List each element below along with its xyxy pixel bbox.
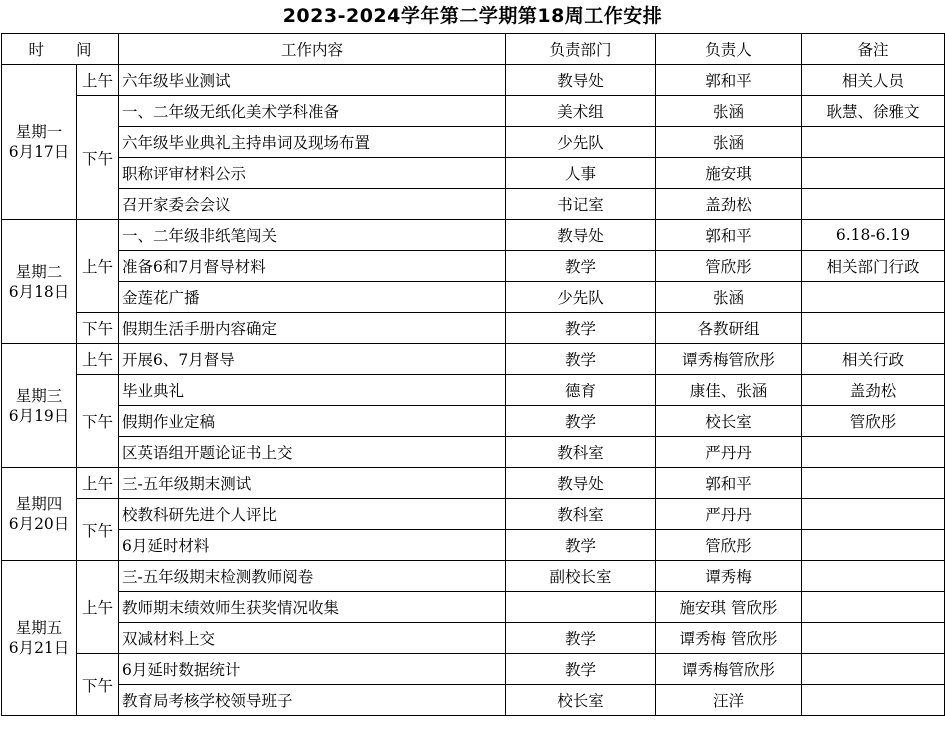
table-row <box>2 313 945 344</box>
content-cell: 校教科研先进个人评比 <box>119 499 506 530</box>
table-row <box>2 561 945 592</box>
content-cell: 区英语组开题论证书上交 <box>119 437 506 468</box>
day-cell <box>2 468 77 561</box>
period-cell: 下午 <box>77 375 119 468</box>
table-row <box>2 96 945 127</box>
weekday-label: 星期二 <box>15 262 63 281</box>
note-cell <box>802 654 945 685</box>
day-cell <box>2 65 77 220</box>
note-cell: 相关行政 <box>802 344 945 375</box>
content-cell: 教育局考核学校领导班子 <box>119 685 506 716</box>
note-cell <box>802 313 945 344</box>
dept-cell: 教学 <box>506 654 656 685</box>
header-dept: 负责部门 <box>506 34 656 65</box>
dept-cell: 少先队 <box>506 282 656 313</box>
dept-cell: 副校长室 <box>506 561 656 592</box>
dept-cell: 人事 <box>506 158 656 189</box>
content-cell: 金莲花广播 <box>119 282 506 313</box>
table-row <box>2 375 945 406</box>
header-person: 负责人 <box>656 34 802 65</box>
period-cell: 上午 <box>77 65 119 96</box>
content-cell: 开展6、7月督导 <box>119 344 506 375</box>
period-cell: 下午 <box>77 654 119 716</box>
person-cell: 康佳、张涵 <box>656 375 802 406</box>
note-cell <box>802 561 945 592</box>
person-cell: 郭和平 <box>656 65 802 96</box>
person-cell: 校长室 <box>656 406 802 437</box>
content-cell: 6月延时数据统计 <box>119 654 506 685</box>
person-cell: 郭和平 <box>656 468 802 499</box>
person-cell: 严丹丹 <box>656 437 802 468</box>
date-label: 6月19日 <box>8 406 70 425</box>
date-label: 6月21日 <box>8 639 70 657</box>
table-row <box>2 282 945 313</box>
header-time <box>2 34 119 65</box>
dept-cell: 教科室 <box>506 499 656 530</box>
table-row <box>2 437 945 468</box>
dept-cell: 德育 <box>506 375 656 406</box>
table-row <box>2 592 945 623</box>
note-cell: 6.18-6.19 <box>802 220 945 251</box>
table-row <box>2 654 945 685</box>
dept-cell: 教学 <box>506 344 656 375</box>
note-cell <box>802 685 945 716</box>
person-cell: 各教研组 <box>656 313 802 344</box>
table-row <box>2 468 945 499</box>
period-cell: 上午 <box>77 561 119 654</box>
content-cell: 6月延时材料 <box>119 530 506 561</box>
dept-cell: 教学 <box>506 406 656 437</box>
person-cell: 谭秀梅 管欣彤 <box>656 623 802 654</box>
person-cell: 施安琪 管欣彤 <box>656 592 802 623</box>
period-cell: 下午 <box>77 313 119 344</box>
table-row <box>2 406 945 437</box>
weekday-label: 星期五 <box>15 619 63 637</box>
date-label: 6月17日 <box>8 143 70 161</box>
person-cell: 管欣彤 <box>656 530 802 561</box>
dept-cell: 美术组 <box>506 96 656 127</box>
day-cell <box>2 220 77 344</box>
content-cell: 准备6和7月督导材料 <box>119 251 506 282</box>
date-label: 6月20日 <box>8 515 70 533</box>
header-time-a: 时 <box>28 41 44 59</box>
weekday-label: 星期一 <box>15 123 63 141</box>
period-cell: 上午 <box>77 220 119 313</box>
person-cell: 管欣彤 <box>656 251 802 282</box>
table-row <box>2 344 945 375</box>
weekday-label: 星期四 <box>15 495 63 513</box>
table-row <box>2 158 945 189</box>
person-cell: 张涵 <box>656 127 802 158</box>
table-row <box>2 220 945 251</box>
content-cell: 假期作业定稿 <box>119 406 506 437</box>
person-cell: 施安琪 <box>656 158 802 189</box>
dept-cell: 教导处 <box>506 65 656 96</box>
dept-cell: 教学 <box>506 313 656 344</box>
content-cell: 三-五年级期末检测教师阅卷 <box>119 561 506 592</box>
day-cell <box>2 561 77 716</box>
table-row <box>2 251 945 282</box>
page-title: 2023-2024学年第二学期第18周工作安排 <box>282 5 663 27</box>
dept-cell: 教导处 <box>506 468 656 499</box>
header-note: 备注 <box>802 34 945 65</box>
note-cell <box>802 468 945 499</box>
header-content: 工作内容 <box>119 34 506 65</box>
dept-cell: 教学 <box>506 251 656 282</box>
note-cell: 盖劲松 <box>802 375 945 406</box>
table-row <box>2 530 945 561</box>
note-cell <box>802 437 945 468</box>
person-cell: 盖劲松 <box>656 189 802 220</box>
person-cell: 张涵 <box>656 282 802 313</box>
content-cell: 一、二年级非纸笔闯关 <box>119 220 506 251</box>
content-cell: 一、二年级无纸化美术学科准备 <box>119 96 506 127</box>
table-row <box>2 189 945 220</box>
note-cell <box>802 623 945 654</box>
dept-cell: 校长室 <box>506 685 656 716</box>
schedule-table <box>1 33 945 716</box>
note-cell: 管欣彤 <box>802 406 945 437</box>
dept-cell: 教导处 <box>506 220 656 251</box>
dept-cell: 教学 <box>506 530 656 561</box>
table-row <box>2 127 945 158</box>
period-cell: 上午 <box>77 344 119 375</box>
content-cell: 六年级毕业典礼主持串词及现场布置 <box>119 127 506 158</box>
person-cell: 汪洋 <box>656 685 802 716</box>
content-cell: 毕业典礼 <box>119 375 506 406</box>
dept-cell <box>506 592 656 623</box>
header-time-b: 间 <box>76 41 92 59</box>
note-cell: 相关部门行政 <box>802 251 945 282</box>
content-cell: 六年级毕业测试 <box>119 65 506 96</box>
content-cell: 教师期末绩效师生获奖情况收集 <box>119 592 506 623</box>
period-cell: 下午 <box>77 499 119 561</box>
table-row <box>2 623 945 654</box>
table-row <box>2 685 945 716</box>
dept-cell: 教学 <box>506 623 656 654</box>
person-cell: 严丹丹 <box>656 499 802 530</box>
day-cell <box>2 344 77 468</box>
period-cell: 下午 <box>77 96 119 220</box>
note-cell: 相关人员 <box>802 65 945 96</box>
date-label: 6月18日 <box>8 282 70 301</box>
content-cell: 假期生活手册内容确定 <box>119 313 506 344</box>
table-row <box>2 499 945 530</box>
note-cell <box>802 158 945 189</box>
period-cell: 上午 <box>77 468 119 499</box>
dept-cell: 教科室 <box>506 437 656 468</box>
note-cell <box>802 189 945 220</box>
table-row <box>2 65 945 96</box>
note-cell <box>802 499 945 530</box>
person-cell: 谭秀梅 <box>656 561 802 592</box>
note-cell <box>802 530 945 561</box>
content-cell: 双减材料上交 <box>119 623 506 654</box>
schedule-body <box>2 65 945 716</box>
dept-cell: 少先队 <box>506 127 656 158</box>
note-cell <box>802 127 945 158</box>
note-cell: 耿慧、徐雅文 <box>802 96 945 127</box>
dept-cell: 书记室 <box>506 189 656 220</box>
content-cell: 三-五年级期末测试 <box>119 468 506 499</box>
note-cell <box>802 282 945 313</box>
header-row <box>2 34 945 65</box>
person-cell: 郭和平 <box>656 220 802 251</box>
content-cell: 职称评审材料公示 <box>119 158 506 189</box>
person-cell: 谭秀梅管欣彤 <box>656 344 802 375</box>
person-cell: 张涵 <box>656 96 802 127</box>
content-cell: 召开家委会会议 <box>119 189 506 220</box>
note-cell <box>802 592 945 623</box>
person-cell: 谭秀梅管欣彤 <box>656 654 802 685</box>
weekday-label: 星期三 <box>15 386 63 405</box>
